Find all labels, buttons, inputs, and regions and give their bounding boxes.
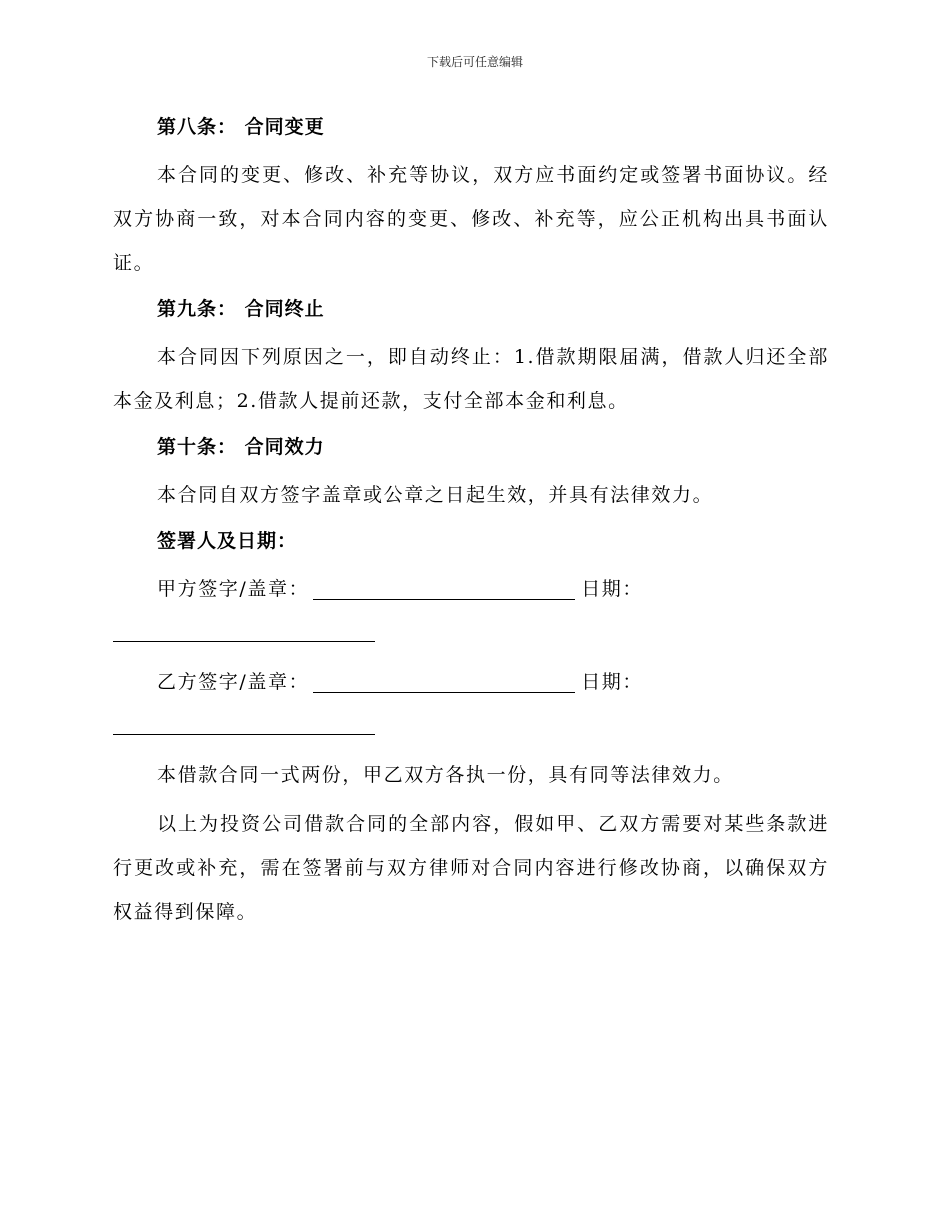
party-a-signature-field[interactable] [313, 598, 575, 600]
header-note: 下载后可任意编辑 [426, 55, 523, 69]
party-a-date-label: 日期： [581, 578, 644, 600]
party-b-date-field[interactable] [113, 704, 375, 735]
closing-summary: 以上为投资公司借款合同的全部内容，假如甲、乙双方需要对某些条款进行更改或补充，需在签署前与双方律师对合同内容进行修改协商，以确保双方权益得到保障。 [113, 813, 829, 923]
party-a-date-field[interactable] [113, 611, 375, 642]
party-b-signature-label: 乙方签字/盖章： [157, 671, 310, 693]
signatures-heading: 签署人及日期： [157, 530, 298, 552]
party-a-signature-row [113, 567, 829, 611]
party-b-signature-row [113, 660, 829, 704]
article-9-heading: 第九条： 合同终止 [157, 298, 325, 320]
article-8-heading: 第八条： 合同变更 [157, 116, 325, 138]
article-8-body: 本合同的变更、修改、补充等协议，双方应书面约定或签署书面协议。经双方协商一致，对本合同内容的变更、修改、补充等，应公正机构出具书面认证。 [113, 164, 829, 274]
article-9-body: 本合同因下列原因之一，即自动终止：1.借款期限届满，借款人归还全部本金及利息；2.借款人提前还款，支付全部本金和利息。 [113, 346, 829, 412]
article-10-body: 本合同自双方签字盖章或公章之日起生效，并具有法律效力。 [157, 484, 714, 506]
document-body [113, 108, 829, 939]
party-a-signature-label: 甲方签字/盖章： [157, 578, 310, 600]
article-10-heading: 第十条： 合同效力 [157, 436, 325, 458]
party-b-signature-field[interactable] [313, 691, 575, 693]
copies-statement: 本借款合同一式两份，甲乙双方各执一份，具有同等法律效力。 [157, 764, 734, 786]
party-b-date-label: 日期： [581, 671, 644, 693]
